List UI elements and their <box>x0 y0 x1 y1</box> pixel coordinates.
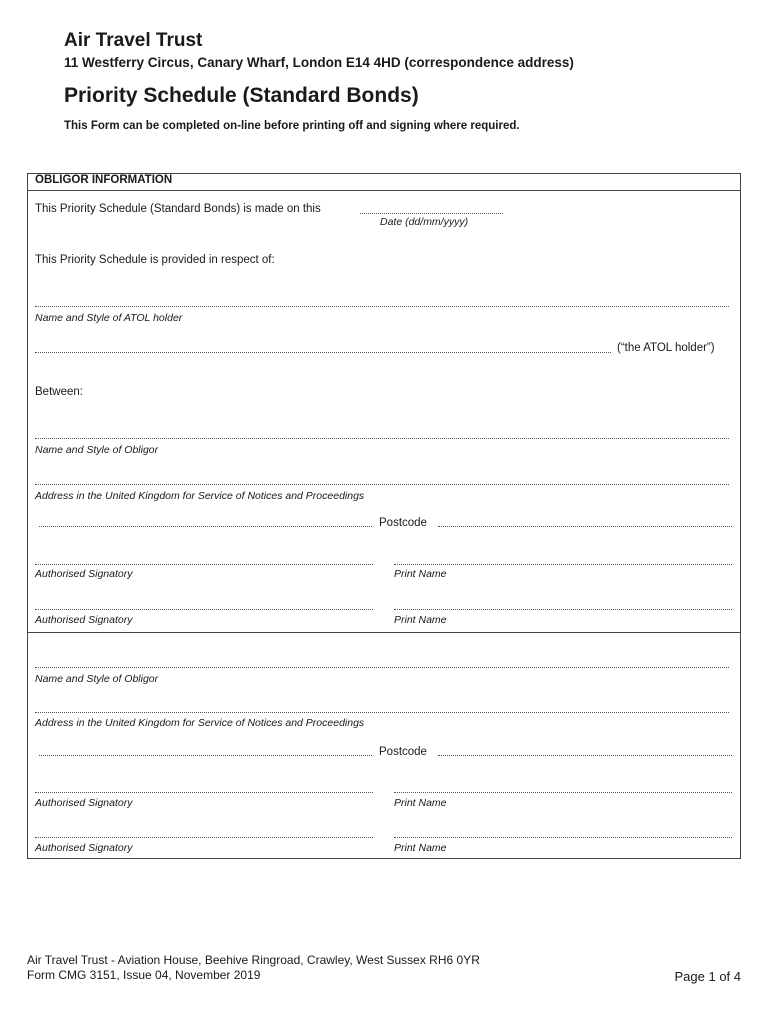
obligor-1-postcode-label: Postcode <box>379 517 427 529</box>
footer-address: Air Travel Trust - Aviation House, Beehive Ringroad, Crawley, West Sussex RH6 0YR <box>27 953 480 967</box>
obligor-2-postcode-field[interactable] <box>438 755 732 756</box>
section-header <box>27 173 741 191</box>
organisation-address: 11 Westferry Circus, Canary Wharf, London E14 4HD (correspondence address) <box>64 55 574 70</box>
section-title: OBLIGOR INFORMATION <box>35 174 173 186</box>
provided-text: This Priority Schedule is provided in respect of: <box>35 254 275 266</box>
obligor-2-name-caption: Name and Style of Obligor <box>35 673 159 685</box>
obligor-2-signatory-1-caption: Authorised Signatory <box>35 797 133 809</box>
atol-holder-name-caption: Name and Style of ATOL holder <box>35 312 183 324</box>
made-on-text: This Priority Schedule (Standard Bonds) is made on this <box>35 203 321 215</box>
obligor-1-print-name-1-caption: Print Name <box>394 568 447 580</box>
obligor-2-print-name-1-caption: Print Name <box>394 797 447 809</box>
date-caption: Date (dd/mm/yyyy) <box>380 216 469 228</box>
obligor-2-signatory-2-caption: Authorised Signatory <box>35 842 133 854</box>
obligor-2-address-field[interactable] <box>35 712 729 713</box>
organisation-name: Air Travel Trust <box>64 30 203 51</box>
form-title: Priority Schedule (Standard Bonds) <box>64 84 419 107</box>
obligor-1-print-name-2-field[interactable] <box>394 609 732 610</box>
obligor-1-address-caption: Address in the United Kingdom for Service of Notices and Proceedings <box>35 490 365 502</box>
obligor-1-signatory-1-field[interactable] <box>35 564 373 565</box>
obligor-separator <box>27 632 741 633</box>
obligor-2-print-name-2-field[interactable] <box>394 837 732 838</box>
obligor-1-print-name-1-field[interactable] <box>394 564 732 565</box>
obligor-1-name-caption: Name and Style of Obligor <box>35 444 159 456</box>
atol-holder-style-field[interactable] <box>35 352 611 353</box>
obligor-2-print-name-1-field[interactable] <box>394 792 732 793</box>
between-label: Between: <box>35 386 83 398</box>
obligor-1-print-name-2-caption: Print Name <box>394 614 447 626</box>
atol-holder-name-field[interactable] <box>35 306 729 307</box>
obligor-2-signatory-1-field[interactable] <box>35 792 373 793</box>
obligor-1-signatory-2-caption: Authorised Signatory <box>35 614 133 626</box>
obligor-1-address-field[interactable] <box>35 484 729 485</box>
obligor-2-address-line-field[interactable] <box>39 755 372 756</box>
atol-holder-suffix: (“the ATOL holder”) <box>617 342 715 354</box>
obligor-1-address-line-field[interactable] <box>39 526 372 527</box>
page-number: Page 1 of 4 <box>674 969 741 984</box>
footer-form-id: Form CMG 3151, Issue 04, November 2019 <box>27 968 261 982</box>
form-note: This Form can be completed on-line before printing off and signing where required. <box>64 120 520 132</box>
obligor-2-postcode-label: Postcode <box>379 746 427 758</box>
obligor-2-signatory-2-field[interactable] <box>35 837 373 838</box>
date-field[interactable] <box>360 213 503 214</box>
obligor-1-postcode-field[interactable] <box>438 526 732 527</box>
obligor-1-signatory-2-field[interactable] <box>35 609 373 610</box>
obligor-2-address-caption: Address in the United Kingdom for Service of Notices and Proceedings <box>35 717 365 729</box>
obligor-1-signatory-1-caption: Authorised Signatory <box>35 568 133 580</box>
obligor-1-name-field[interactable] <box>35 438 729 439</box>
obligor-2-print-name-2-caption: Print Name <box>394 842 447 854</box>
obligor-2-name-field[interactable] <box>35 667 729 668</box>
